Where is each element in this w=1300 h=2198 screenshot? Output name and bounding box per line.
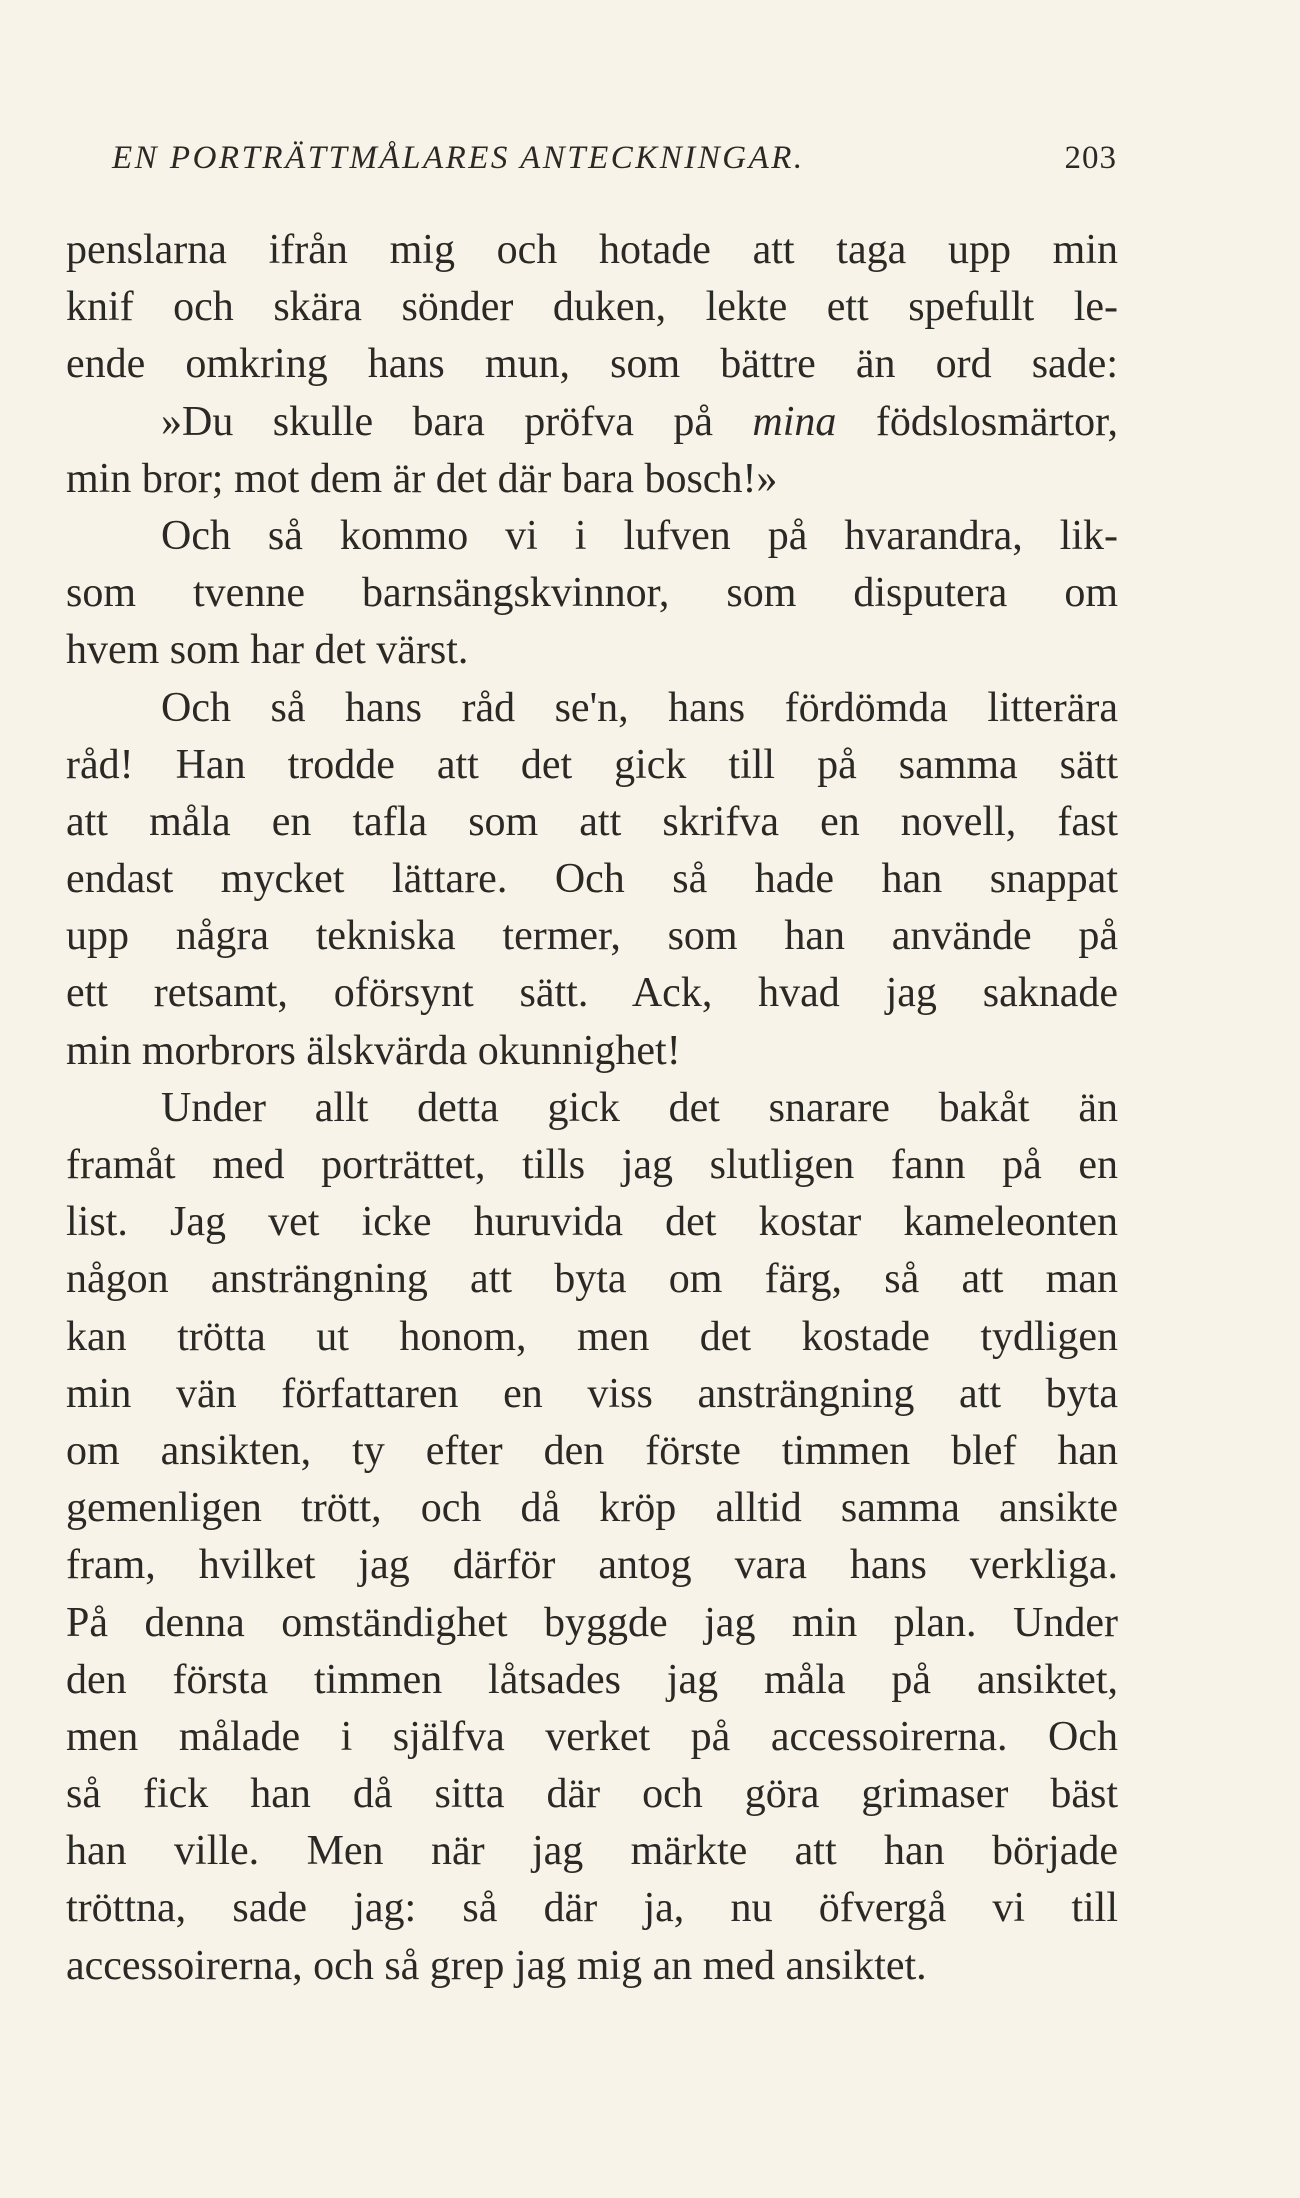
text-line: han ville. Men när jag märkte att han började	[66, 1828, 1118, 1875]
text-line: min vän författaren en viss ansträngning att byta	[66, 1370, 1118, 1417]
text-line	[66, 394, 1118, 451]
text-line: Under allt detta gick det snarare bakåt än	[161, 1084, 1118, 1131]
text-line: ett retsamt, oförsynt sätt. Ack, hvad jag saknade	[66, 970, 1118, 1017]
page-header	[112, 140, 1117, 190]
text-line: tröttna, sade jag: så där ja, nu öfvergå vi till	[66, 1885, 1118, 1932]
text-line: kan trötta ut honom, men det kostade tydligen	[66, 1313, 1118, 1360]
text-line: någon ansträngning att byta om färg, så att man	[66, 1256, 1118, 1303]
page-number: 203	[1064, 140, 1117, 176]
text-segment: födslosmärtor,	[836, 398, 1118, 445]
text-line: accessoirerna, och så grep jag mig an med ansiktet.	[66, 1942, 927, 1989]
text-line: men målade i själfva verket på accessoirerna. Och	[66, 1713, 1118, 1760]
text-line: penslarna ifrån mig och hotade att taga upp min	[66, 227, 1118, 273]
text-line: upp några tekniska termer, som han använde på	[66, 913, 1118, 960]
text-line: om ansikten, ty efter den förste timmen blef han	[66, 1427, 1118, 1474]
text-segment: »Du skulle bara pröfva på	[161, 398, 753, 445]
text-line: att måla en tafla som att skrifva en novell, fast	[66, 798, 1118, 845]
text-line: min bror; mot dem är det där bara bosch!»	[66, 455, 778, 502]
text-line: ende omkring hans mun, som bättre än ord sade:	[66, 341, 1118, 388]
text-line: så fick han då sitta där och göra grimaser bäst	[66, 1771, 1118, 1818]
text-line: Och så kommo vi i lufven på hvarandra, lik-	[161, 512, 1118, 559]
emphasized-word: mina	[752, 398, 837, 445]
text-line: På denna omständighet byggde jag min plan. Under	[66, 1599, 1118, 1646]
text-line: min morbrors älskvärda okunnighet!	[66, 1027, 681, 1074]
text-line: som tvenne barnsängskvinnor, som disputera om	[66, 570, 1118, 617]
text-line: gemenligen trött, och då kröp alltid samma ansikte	[66, 1485, 1118, 1532]
text-line: knif och skära sönder duken, lekte ett spefullt le-	[66, 284, 1118, 331]
text-line: råd! Han trodde att det gick till på samma sätt	[66, 741, 1118, 788]
text-line: endast mycket lättare. Och så hade han snappat	[66, 856, 1118, 903]
running-title: EN PORTRÄTTMÅLARES ANTECKNINGAR.	[112, 140, 805, 176]
text-line: den första timmen låtsades jag måla på ansiktet,	[66, 1656, 1118, 1703]
text-line: fram, hvilket jag därför antog vara hans verkliga.	[66, 1542, 1118, 1589]
text-line: hvem som har det värst.	[66, 627, 469, 674]
text-line: framåt med porträttet, tills jag slutligen fann på en	[66, 1142, 1118, 1188]
text-line: list. Jag vet icke huruvida det kostar kameleonten	[66, 1199, 1118, 1246]
body-text	[66, 222, 1118, 1995]
text-line: Och så hans råd se'n, hans fördömda litterära	[161, 684, 1118, 731]
